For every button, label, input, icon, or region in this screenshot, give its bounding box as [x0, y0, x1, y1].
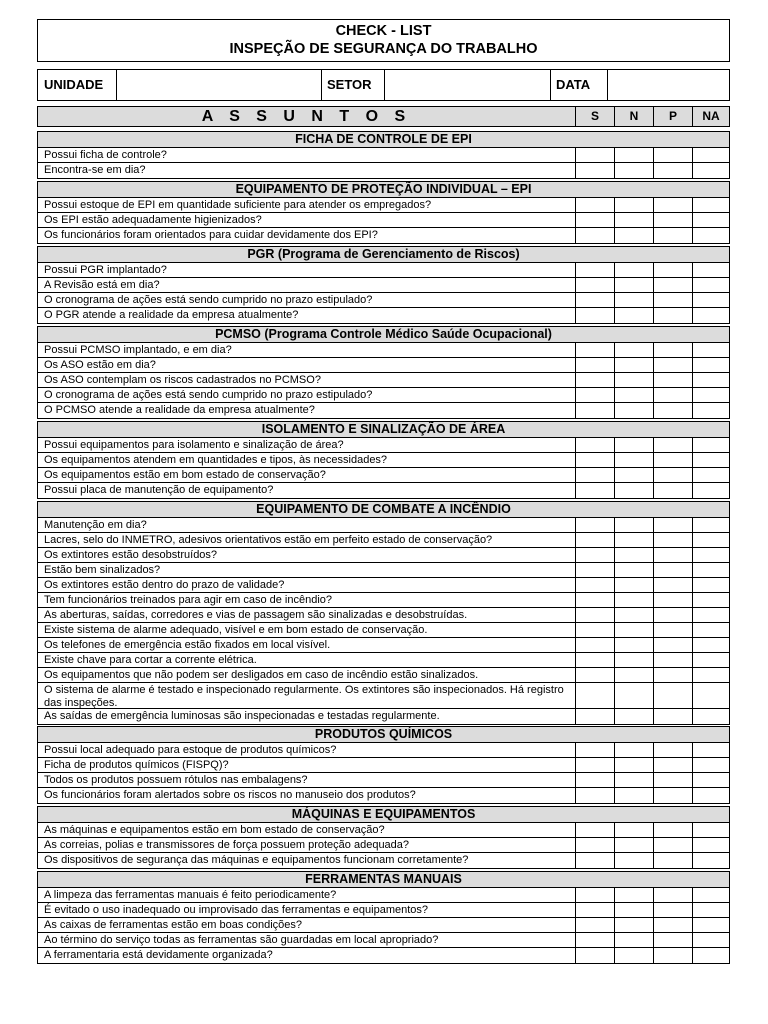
answer-cell-na[interactable]	[692, 838, 729, 852]
question-text: Todos os produtos possuem rótulos nas embalagens?	[44, 774, 308, 786]
answer-cell-na[interactable]	[692, 388, 729, 402]
answer-cell-na[interactable]	[692, 948, 729, 963]
answer-cell-p[interactable]	[653, 518, 692, 532]
answer-cell-na[interactable]	[692, 773, 729, 787]
checklist-row	[38, 563, 729, 578]
answer-cell-n[interactable]	[614, 148, 653, 162]
answer-cell-p[interactable]	[653, 593, 692, 607]
answer-cell-p[interactable]	[653, 358, 692, 372]
checklist-row	[38, 758, 729, 773]
answer-cell-na[interactable]	[692, 709, 729, 724]
question-text: Os funcionários foram alertados sobre os riscos no manuseio dos produtos?	[44, 789, 416, 801]
answer-cell-n[interactable]	[614, 948, 653, 963]
question-text: A Revisão está em dia?	[44, 279, 160, 291]
checklist-row	[38, 263, 729, 278]
checklist-row	[38, 853, 729, 868]
setor-field[interactable]	[385, 70, 550, 100]
answer-cell-s[interactable]	[575, 903, 614, 917]
answer-cell-na[interactable]	[692, 788, 729, 803]
answer-cell-n[interactable]	[614, 758, 653, 772]
question-text: Tem funcionários treinados para agir em caso de incêndio?	[44, 594, 332, 606]
section	[37, 181, 730, 244]
answer-cell-p[interactable]	[653, 933, 692, 947]
answer-cell-na[interactable]	[692, 888, 729, 902]
answer-cell-na[interactable]	[692, 438, 729, 452]
answer-cell-p[interactable]	[653, 228, 692, 243]
checklist-row	[38, 788, 729, 803]
answer-cell-s[interactable]	[575, 483, 614, 498]
answer-cell-p[interactable]	[653, 343, 692, 357]
question-text: Os funcionários foram orientados para cuidar devidamente dos EPI?	[44, 229, 378, 241]
answer-cell-n[interactable]	[614, 888, 653, 902]
question-text: Os equipamentos atendem em quantidades e tipos, às necessidades?	[44, 454, 388, 466]
answer-cell-n[interactable]	[614, 933, 653, 947]
answer-cell-s[interactable]	[575, 453, 614, 467]
answer-cell-p[interactable]	[653, 743, 692, 757]
checklist-row	[38, 608, 729, 623]
question-text: Possui estoque de EPI em quantidade suficiente para atender os empregados?	[44, 199, 432, 211]
answer-cell-n[interactable]	[614, 388, 653, 402]
question-text: Manutenção em dia?	[44, 519, 147, 531]
question-text: Os ASO contemplam os riscos cadastrados no PCMSO?	[44, 374, 321, 386]
answer-cell-s[interactable]	[575, 198, 614, 212]
answer-cell-p[interactable]	[653, 608, 692, 622]
answer-cell-s[interactable]	[575, 788, 614, 803]
section	[37, 871, 730, 964]
answer-cell-na[interactable]	[692, 548, 729, 562]
answer-cell-na[interactable]	[692, 293, 729, 307]
answer-cell-n[interactable]	[614, 358, 653, 372]
section-title: EQUIPAMENTO DE PROTEÇÃO INDIVIDUAL – EPI	[38, 182, 729, 198]
answer-cell-na[interactable]	[692, 148, 729, 162]
answer-cell-s[interactable]	[575, 823, 614, 837]
answer-cell-s[interactable]	[575, 683, 614, 708]
answer-cell-na[interactable]	[692, 593, 729, 607]
question-text: As correias, polias e transmissores de força possuem proteção adequada?	[44, 839, 410, 851]
checklist-row	[38, 823, 729, 838]
answer-cell-p[interactable]	[653, 823, 692, 837]
answer-cell-s[interactable]	[575, 709, 614, 724]
section-title: PRODUTOS QUÍMICOS	[38, 727, 729, 743]
checklist-row	[38, 903, 729, 918]
answer-cell-na[interactable]	[692, 468, 729, 482]
col-s-header: S	[575, 107, 614, 126]
answer-cell-n[interactable]	[614, 373, 653, 387]
answer-cell-p[interactable]	[653, 888, 692, 902]
answer-cell-s[interactable]	[575, 593, 614, 607]
checklist-row	[38, 518, 729, 533]
answer-cell-p[interactable]	[653, 373, 692, 387]
answer-cell-s[interactable]	[575, 933, 614, 947]
section-title: EQUIPAMENTO DE COMBATE A INCÊNDIO	[38, 502, 729, 518]
answer-cell-na[interactable]	[692, 668, 729, 682]
answer-cell-p[interactable]	[653, 683, 692, 708]
answer-cell-p[interactable]	[653, 403, 692, 418]
checklist-row	[38, 343, 729, 358]
question-text: Possui ficha de controle?	[44, 149, 167, 161]
unidade-field[interactable]	[117, 70, 321, 100]
answer-cell-s[interactable]	[575, 563, 614, 577]
title-box	[37, 19, 730, 62]
question-text: O cronograma de ações está sendo cumprido no prazo estipulado?	[44, 389, 373, 401]
answer-cell-na[interactable]	[692, 853, 729, 868]
question-text: Existe chave para cortar a corrente elétrica.	[44, 654, 257, 666]
checklist-row	[38, 453, 729, 468]
checklist-row	[38, 888, 729, 903]
info-row	[37, 69, 730, 101]
answer-cell-na[interactable]	[692, 823, 729, 837]
setor-label: SETOR	[327, 77, 372, 92]
answer-cell-s[interactable]	[575, 358, 614, 372]
answer-cell-s[interactable]	[575, 373, 614, 387]
answer-cell-n[interactable]	[614, 438, 653, 452]
question-text: Possui PCMSO implantado, e em dia?	[44, 344, 232, 356]
answer-cell-s[interactable]	[575, 388, 614, 402]
answer-cell-s[interactable]	[575, 578, 614, 592]
answer-cell-s[interactable]	[575, 548, 614, 562]
answer-cell-n[interactable]	[614, 608, 653, 622]
question-text: Os telefones de emergência estão fixados em local visível.	[44, 639, 331, 651]
question-text: Os dispositivos de segurança das máquinas e equipamentos funcionam corretamente?	[44, 854, 469, 866]
answer-cell-n[interactable]	[614, 278, 653, 292]
answer-cell-n[interactable]	[614, 668, 653, 682]
question-text: Os extintores estão desobstruídos?	[44, 549, 218, 561]
answer-cell-n[interactable]	[614, 533, 653, 547]
question-text: A ferramentaria está devidamente organizada?	[44, 949, 273, 961]
answer-cell-p[interactable]	[653, 853, 692, 868]
question-text: As saídas de emergência luminosas são inspecionadas e testadas regularmente.	[44, 710, 440, 722]
data-field[interactable]	[608, 70, 729, 100]
answer-cell-n[interactable]	[614, 743, 653, 757]
answer-cell-p[interactable]	[653, 788, 692, 803]
answer-cell-n[interactable]	[614, 308, 653, 323]
unidade-label: UNIDADE	[44, 77, 104, 92]
checklist-row	[38, 653, 729, 668]
document-subtitle: INSPEÇÃO DE SEGURANÇA DO TRABALHO	[229, 41, 538, 57]
checklist-row	[38, 638, 729, 653]
section	[37, 806, 730, 869]
checklist-row	[38, 623, 729, 638]
answer-cell-n[interactable]	[614, 773, 653, 787]
answer-cell-s[interactable]	[575, 743, 614, 757]
answer-cell-p[interactable]	[653, 148, 692, 162]
answer-cell-p[interactable]	[653, 918, 692, 932]
answer-cell-n[interactable]	[614, 468, 653, 482]
checklist-row	[38, 388, 729, 403]
answer-cell-n[interactable]	[614, 163, 653, 178]
answer-cell-p[interactable]	[653, 709, 692, 724]
answer-cell-p[interactable]	[653, 623, 692, 637]
answer-cell-na[interactable]	[692, 933, 729, 947]
question-text: Os EPI estão adequadamente higienizados?	[44, 214, 262, 226]
answer-cell-n[interactable]	[614, 788, 653, 803]
answer-cell-na[interactable]	[692, 483, 729, 498]
answer-cell-na[interactable]	[692, 638, 729, 652]
answer-cell-s[interactable]	[575, 608, 614, 622]
question-text: O cronograma de ações está sendo cumprido no prazo estipulado?	[44, 294, 373, 306]
answer-cell-p[interactable]	[653, 653, 692, 667]
answer-cell-p[interactable]	[653, 578, 692, 592]
checklist-row	[38, 293, 729, 308]
answer-cell-n[interactable]	[614, 838, 653, 852]
answer-cell-p[interactable]	[653, 903, 692, 917]
answer-cell-n[interactable]	[614, 263, 653, 277]
question-text: É evitado o uso inadequado ou improvisado das ferramentas e equipamentos?	[44, 904, 429, 916]
section	[37, 131, 730, 179]
answer-cell-n[interactable]	[614, 343, 653, 357]
section-title: FERRAMENTAS MANUAIS	[38, 872, 729, 888]
answer-cell-p[interactable]	[653, 263, 692, 277]
section	[37, 501, 730, 725]
answer-cell-p[interactable]	[653, 533, 692, 547]
data-label: DATA	[556, 77, 591, 92]
answer-cell-s[interactable]	[575, 308, 614, 323]
answer-cell-p[interactable]	[653, 453, 692, 467]
answer-cell-n[interactable]	[614, 483, 653, 498]
answer-cell-s[interactable]	[575, 758, 614, 772]
checklist-row	[38, 578, 729, 593]
answer-cell-na[interactable]	[692, 213, 729, 227]
checklist-row	[38, 948, 729, 963]
answer-cell-s[interactable]	[575, 343, 614, 357]
section	[37, 726, 730, 804]
answer-cell-s[interactable]	[575, 853, 614, 868]
answer-cell-s[interactable]	[575, 888, 614, 902]
answer-cell-na[interactable]	[692, 163, 729, 178]
answer-cell-p[interactable]	[653, 638, 692, 652]
answer-cell-s[interactable]	[575, 948, 614, 963]
answer-cell-p[interactable]	[653, 293, 692, 307]
answer-cell-s[interactable]	[575, 623, 614, 637]
answer-cell-p[interactable]	[653, 213, 692, 227]
answer-cell-n[interactable]	[614, 653, 653, 667]
checklist-row	[38, 593, 729, 608]
answer-cell-n[interactable]	[614, 823, 653, 837]
answer-cell-s[interactable]	[575, 518, 614, 532]
answer-cell-n[interactable]	[614, 638, 653, 652]
question-text: Possui local adequado para estoque de produtos químicos?	[44, 744, 337, 756]
checklist-row	[38, 358, 729, 373]
checklist-row	[38, 438, 729, 453]
answer-cell-n[interactable]	[614, 403, 653, 418]
answer-cell-s[interactable]	[575, 163, 614, 178]
answer-cell-na[interactable]	[692, 623, 729, 637]
answer-cell-p[interactable]	[653, 838, 692, 852]
checklist-row	[38, 483, 729, 498]
answer-cell-s[interactable]	[575, 838, 614, 852]
question-text: Os ASO estão em dia?	[44, 359, 156, 371]
answer-cell-n[interactable]	[614, 548, 653, 562]
answer-cell-n[interactable]	[614, 563, 653, 577]
answer-cell-s[interactable]	[575, 228, 614, 243]
section-title: MÁQUINAS E EQUIPAMENTOS	[38, 807, 729, 823]
section-title: ISOLAMENTO E SINALIZAÇÃO DE ÁREA	[38, 422, 729, 438]
answer-cell-n[interactable]	[614, 593, 653, 607]
answer-cell-n[interactable]	[614, 578, 653, 592]
question-text: Possui placa de manutenção de equipamento?	[44, 484, 274, 496]
answer-cell-s[interactable]	[575, 263, 614, 277]
answer-cell-n[interactable]	[614, 683, 653, 708]
question-text: A limpeza das ferramentas manuais é feito periodicamente?	[44, 889, 337, 901]
checklist-row	[38, 533, 729, 548]
question-text: Os equipamentos que não podem ser desligados em caso de incêndio estão sinalizados.	[44, 669, 479, 681]
checklist-row	[38, 198, 729, 213]
question-text: Os extintores estão dentro do prazo de validade?	[44, 579, 285, 591]
answer-cell-na[interactable]	[692, 228, 729, 243]
checklist-row	[38, 548, 729, 563]
answer-cell-na[interactable]	[692, 308, 729, 323]
question-text: Os equipamentos estão em bom estado de conservação?	[44, 469, 326, 481]
answer-cell-na[interactable]	[692, 343, 729, 357]
answer-cell-na[interactable]	[692, 918, 729, 932]
answer-cell-p[interactable]	[653, 548, 692, 562]
answer-cell-p[interactable]	[653, 388, 692, 402]
checklist-row	[38, 163, 729, 178]
answer-cell-na[interactable]	[692, 608, 729, 622]
checklist-row	[38, 683, 729, 709]
answer-cell-s[interactable]	[575, 653, 614, 667]
answer-cell-s[interactable]	[575, 533, 614, 547]
answer-cell-n[interactable]	[614, 198, 653, 212]
question-text: O sistema de alarme é testado e inspecionado regularmente. Os extintores são inspecionados. Há registro das inspeções.	[44, 684, 564, 709]
answer-cell-na[interactable]	[692, 578, 729, 592]
answer-cell-na[interactable]	[692, 903, 729, 917]
question-text: Ficha de produtos químicos (FISPQ)?	[44, 759, 229, 771]
answer-cell-s[interactable]	[575, 918, 614, 932]
answer-cell-p[interactable]	[653, 563, 692, 577]
answer-cell-na[interactable]	[692, 743, 729, 757]
answer-cell-na[interactable]	[692, 563, 729, 577]
answer-cell-n[interactable]	[614, 518, 653, 532]
question-text: Ao término do serviço todas as ferramentas são guardadas em local apropriado?	[44, 934, 439, 946]
answer-cell-n[interactable]	[614, 903, 653, 917]
answer-cell-p[interactable]	[653, 198, 692, 212]
col-n-header: N	[614, 107, 653, 126]
question-text: O PCMSO atende a realidade da empresa atualmente?	[44, 404, 315, 416]
answer-cell-n[interactable]	[614, 213, 653, 227]
checklist-row	[38, 468, 729, 483]
answer-cell-s[interactable]	[575, 638, 614, 652]
section-title: PGR (Programa de Gerenciamento de Riscos)	[38, 247, 729, 263]
checklist-row	[38, 743, 729, 758]
column-header-row	[37, 106, 730, 127]
answer-cell-p[interactable]	[653, 773, 692, 787]
answer-cell-na[interactable]	[692, 373, 729, 387]
answer-cell-s[interactable]	[575, 438, 614, 452]
answer-cell-n[interactable]	[614, 228, 653, 243]
answer-cell-s[interactable]	[575, 468, 614, 482]
answer-cell-s[interactable]	[575, 213, 614, 227]
section-title: PCMSO (Programa Controle Médico Saúde Ocupacional)	[38, 327, 729, 343]
checklist-row	[38, 838, 729, 853]
answer-cell-na[interactable]	[692, 358, 729, 372]
checklist-row	[38, 278, 729, 293]
answer-cell-p[interactable]	[653, 948, 692, 963]
answer-cell-na[interactable]	[692, 263, 729, 277]
checklist-row	[38, 403, 729, 418]
section	[37, 326, 730, 419]
checklist-row	[38, 308, 729, 323]
answer-cell-p[interactable]	[653, 483, 692, 498]
answer-cell-n[interactable]	[614, 293, 653, 307]
section-title: FICHA DE CONTROLE DE EPI	[38, 132, 729, 148]
col-na-header: NA	[692, 107, 729, 126]
answer-cell-s[interactable]	[575, 403, 614, 418]
answer-cell-s[interactable]	[575, 293, 614, 307]
answer-cell-p[interactable]	[653, 758, 692, 772]
answer-cell-s[interactable]	[575, 668, 614, 682]
answer-cell-p[interactable]	[653, 163, 692, 178]
question-text: As caixas de ferramentas estão em boas condições?	[44, 919, 303, 931]
answer-cell-na[interactable]	[692, 653, 729, 667]
question-text: Possui equipamentos para isolamento e sinalização de área?	[44, 439, 344, 451]
answer-cell-n[interactable]	[614, 918, 653, 932]
answer-cell-n[interactable]	[614, 853, 653, 868]
question-text: Estão bem sinalizados?	[44, 564, 161, 576]
checklist-row	[38, 773, 729, 788]
answer-cell-na[interactable]	[692, 518, 729, 532]
question-text: O PGR atende a realidade da empresa atualmente?	[44, 309, 299, 321]
question-text: Encontra-se em dia?	[44, 164, 146, 176]
answer-cell-na[interactable]	[692, 278, 729, 292]
question-text: Lacres, selo do INMETRO, adesivos orientativos estão em perfeito estado de conservação?	[44, 534, 493, 546]
answer-cell-na[interactable]	[692, 758, 729, 772]
assuntos-header: A S S U N T O S	[201, 108, 412, 125]
checklist-row	[38, 373, 729, 388]
col-p-header: P	[653, 107, 692, 126]
answer-cell-s[interactable]	[575, 773, 614, 787]
answer-cell-na[interactable]	[692, 403, 729, 418]
checklist-row	[38, 933, 729, 948]
answer-cell-p[interactable]	[653, 438, 692, 452]
answer-cell-na[interactable]	[692, 198, 729, 212]
section	[37, 246, 730, 324]
question-text: Possui PGR implantado?	[44, 264, 167, 276]
checklist-row	[38, 213, 729, 228]
document-title: CHECK - LIST	[335, 23, 432, 39]
answer-cell-na[interactable]	[692, 533, 729, 547]
checklist-row	[38, 228, 729, 243]
answer-cell-p[interactable]	[653, 668, 692, 682]
answer-cell-na[interactable]	[692, 683, 729, 708]
question-text: As máquinas e equipamentos estão em bom estado de conservação?	[44, 824, 385, 836]
question-text: As aberturas, saídas, corredores e vias de passagem são sinalizadas e desobstruídas.	[44, 609, 468, 621]
section	[37, 421, 730, 499]
checklist-row	[38, 148, 729, 163]
answer-cell-n[interactable]	[614, 709, 653, 724]
checklist-row	[38, 709, 729, 724]
answer-cell-s[interactable]	[575, 148, 614, 162]
checklist-row	[38, 918, 729, 933]
checklist-row	[38, 668, 729, 683]
answer-cell-s[interactable]	[575, 278, 614, 292]
answer-cell-n[interactable]	[614, 623, 653, 637]
answer-cell-p[interactable]	[653, 278, 692, 292]
answer-cell-n[interactable]	[614, 453, 653, 467]
answer-cell-p[interactable]	[653, 468, 692, 482]
answer-cell-p[interactable]	[653, 308, 692, 323]
question-text: Existe sistema de alarme adequado, visível e em bom estado de conservação.	[44, 624, 428, 636]
answer-cell-na[interactable]	[692, 453, 729, 467]
